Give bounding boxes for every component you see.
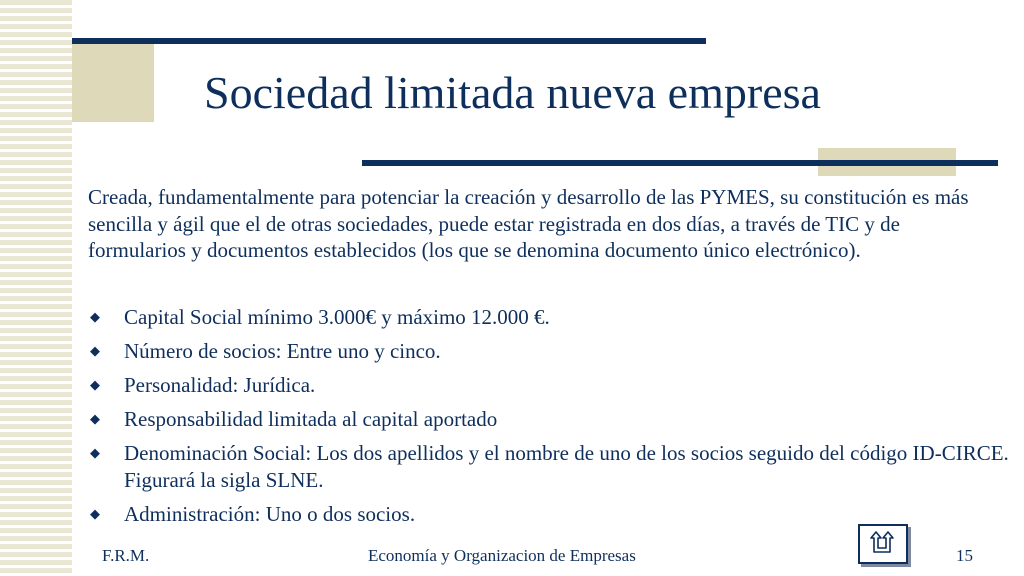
footer-course: Economía y Organizacion de Empresas (368, 546, 636, 565)
diamond-bullet-icon: ◆ (90, 309, 100, 324)
list-item (88, 338, 1016, 365)
footer-author: F.R.M. (102, 546, 150, 565)
bullet-text: Administración: Uno o dos socios. (124, 501, 416, 526)
page-number: 15 (956, 546, 973, 565)
slide-title: Sociedad limitada nueva empresa (204, 67, 821, 118)
bullet-text: Denominación Social: Los dos apellidos y el nombre de uno de los socios seguido del código ID-CIRCE. Figurará la sigla SLNE. (124, 441, 1009, 492)
bullet-list (88, 304, 1016, 535)
diamond-bullet-icon: ◆ (90, 343, 100, 358)
accent-block-top (72, 40, 154, 122)
list-item (88, 440, 1016, 493)
diamond-bullet-icon: ◆ (90, 377, 100, 392)
diamond-bullet-icon: ◆ (90, 445, 100, 460)
list-item (88, 406, 1016, 433)
diamond-bullet-icon: ◆ (90, 505, 100, 521)
return-arrow-icon (868, 530, 898, 558)
intro-paragraph: Creada, fundamentalmente para potenciar la creación y desarrollo de las PYMES, su constitución es más sencilla y ágil que el de otras sociedades, puede estar registrada en dos días, a través de TIC y de formularios y documentos establecidos (los que se denomina documento único electrónico). (88, 185, 969, 262)
bullet-text: Personalidad: Jurídica. (124, 373, 316, 397)
bullet-text: Responsabilidad limitada al capital aportado (124, 407, 498, 431)
list-item (88, 372, 1016, 399)
title-rule-top (72, 38, 706, 44)
title-rule-bottom (362, 160, 998, 166)
diamond-bullet-icon: ◆ (90, 411, 100, 426)
bullet-text: Número de socios: Entre uno y cinco. (124, 339, 441, 363)
return-nav-button[interactable] (858, 524, 908, 564)
list-item (88, 304, 1016, 331)
bullet-text: Capital Social mínimo 3.000€ y máximo 12.000 €. (124, 305, 550, 329)
decorative-stripes (0, 0, 72, 576)
